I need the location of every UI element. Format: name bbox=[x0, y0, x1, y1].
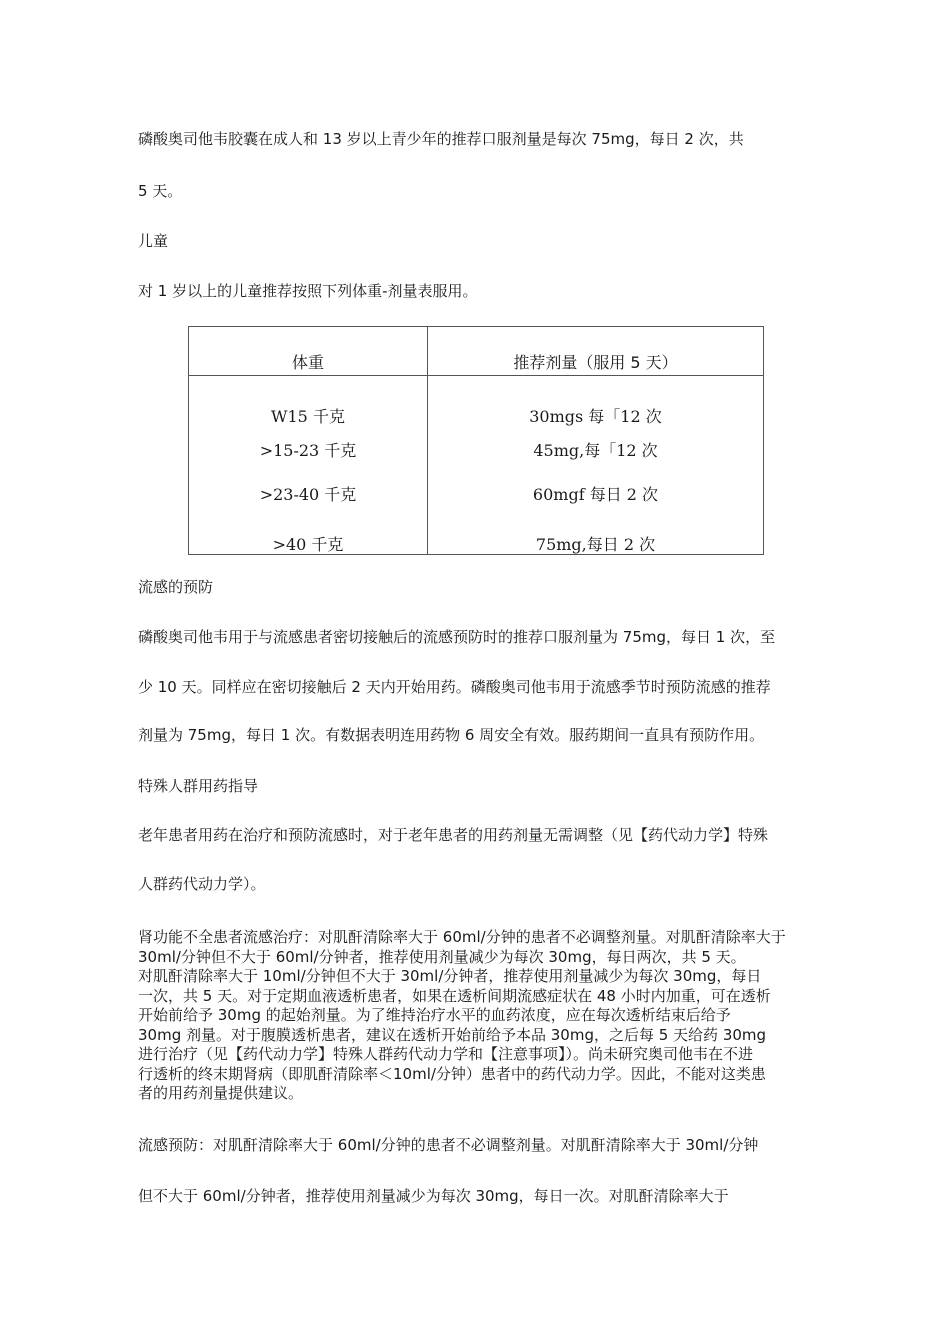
dose-cell: 45mg,每「12 次 bbox=[533, 441, 658, 460]
weight-column bbox=[189, 376, 428, 555]
weight-cell: >40 千克 bbox=[272, 535, 344, 554]
table-body-row bbox=[189, 376, 764, 555]
dose-cell: 60mgf 每日 2 次 bbox=[532, 485, 659, 504]
renal-line: 肾功能不全患者流感治疗：对肌酐清除率大于 60ml/分钟的患者不必调整剂量。对肌酐清除率大于 bbox=[138, 928, 786, 946]
header-dose: 推荐剂量（服用 5 天） bbox=[428, 327, 764, 376]
elderly-line-1: 老年患者用药在治疗和预防流感时，对于老年患者的用药剂量无需调整（见【药代动力学】特殊 bbox=[138, 826, 769, 844]
renal-prevention-line-2: 但不大于 60ml/分钟者，推荐使用剂量减少为每次 30mg，每日一次。对肌酐清除率大于 bbox=[138, 1187, 729, 1205]
renal-line: 行透析的终末期肾病（即肌酐清除率＜10ml/分钟）患者中的药代动力学。因此，不能对这类患 bbox=[138, 1064, 766, 1083]
dose-cell: 75mg,每日 2 次 bbox=[535, 535, 656, 554]
elderly-line-2: 人群药代动力学）。 bbox=[138, 875, 266, 893]
weight-cell: >15-23 千克 bbox=[259, 441, 357, 460]
weight-cell: >23-40 千克 bbox=[259, 485, 357, 504]
renal-treatment-paragraph bbox=[138, 928, 818, 1104]
adult-dose-line-1: 磷酸奥司他韦胶囊在成人和 13 岁以上青少年的推荐口服剂量是每次 75mg，每日 2 次，共 bbox=[138, 130, 744, 148]
dose-cell: 30mgs 每「12 次 bbox=[529, 407, 662, 426]
table-header-row bbox=[189, 327, 764, 376]
adult-dose-line-2: 5 天。 bbox=[138, 182, 183, 200]
renal-line: 进行治疗（见【药代动力学】特殊人群药代动力学和【注意事项】）。尚未研究奥司他韦在不进 bbox=[138, 1045, 754, 1063]
renal-line: 开始前给予 30mg 的起始剂量。为了维持治疗水平的血药浓度，应在每次透析结束后给予 bbox=[138, 1006, 731, 1024]
header-weight: 体重 bbox=[189, 327, 428, 376]
dose-column bbox=[428, 376, 764, 555]
renal-line: 者的用药剂量提供建议。 bbox=[138, 1084, 304, 1102]
weight-dose-table bbox=[188, 326, 764, 555]
prevention-line-2: 少 10 天。同样应在密切接触后 2 天内开始用药。磷酸奥司他韦用于流感季节时预防流感的推荐 bbox=[138, 678, 771, 696]
prevention-heading: 流感的预防 bbox=[138, 578, 214, 596]
renal-prevention-line-1: 流感预防：对肌酐清除率大于 60ml/分钟的患者不必调整剂量。对肌酐清除率大于 30ml/分钟 bbox=[138, 1136, 759, 1154]
renal-line: 对肌酐清除率大于 10ml/分钟但不大于 30ml/分钟者，推荐使用剂量减少为每次 30mg，每日 bbox=[138, 967, 762, 985]
children-heading: 儿童 bbox=[138, 232, 169, 250]
renal-line: 30mg 剂量。对于腹膜透析患者，建议在透析开始前给予本品 30mg，之后每 5 天给药 30mg bbox=[138, 1025, 767, 1044]
prevention-line-1: 磷酸奥司他韦用于与流感患者密切接触后的流感预防时的推荐口服剂量为 75mg，每日 1 次，至 bbox=[138, 628, 776, 646]
renal-line: 30ml/分钟但不大于 60ml/分钟者，推荐使用剂量减少为每次 30mg，每日两次，共 5 天。 bbox=[138, 947, 746, 966]
prevention-line-3: 剂量为 75mg，每日 1 次。有数据表明连用药物 6 周安全有效。服药期间一直具有预防作用。 bbox=[138, 726, 765, 744]
renal-line: 一次，共 5 天。对于定期血液透析患者，如果在透析间期流感症状在 48 小时内加重，可在透析 bbox=[138, 986, 771, 1005]
weight-cell: W15 千克 bbox=[271, 407, 345, 426]
children-intro: 对 1 岁以上的儿童推荐按照下列体重-剂量表服用。 bbox=[138, 282, 478, 300]
special-heading: 特殊人群用药指导 bbox=[138, 777, 259, 795]
